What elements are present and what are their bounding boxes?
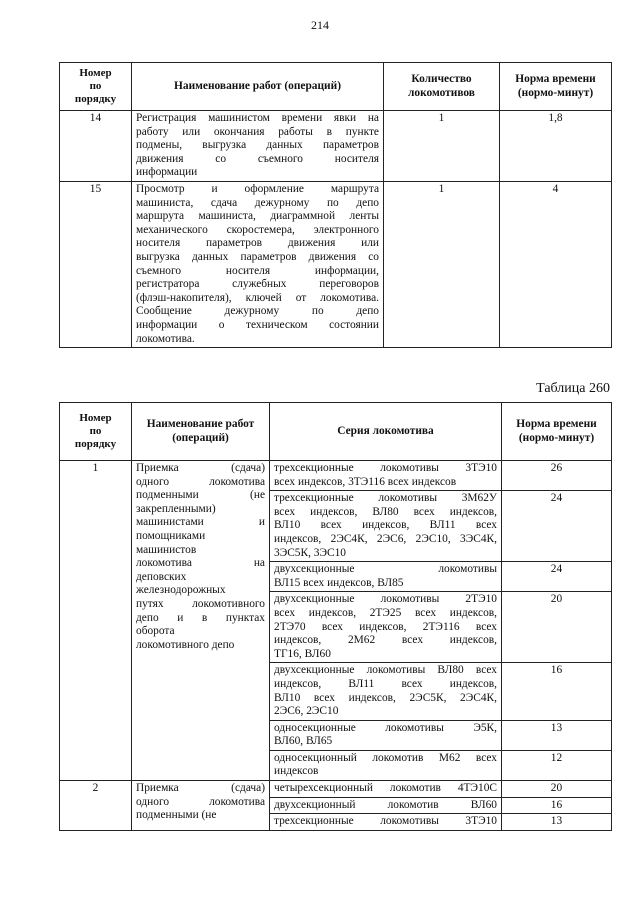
row-locomotive-series xyxy=(270,663,502,720)
text-line: Просмотр и оформление маршрута xyxy=(136,182,379,195)
row-time-norm: 4 xyxy=(500,181,612,347)
text-line: индексов, ВЛ11 всех индексов, xyxy=(274,677,497,690)
work-norms-table-continued xyxy=(59,62,612,348)
row-locomotive-series xyxy=(270,814,502,831)
header-number-line: Номер xyxy=(79,67,112,79)
table-caption: Таблица 260 xyxy=(536,381,610,396)
row-number: 2 xyxy=(60,781,132,831)
header-number-line: по xyxy=(89,425,102,437)
row-time-norm: 1,8 xyxy=(500,111,612,182)
row-locomotive-series xyxy=(270,562,502,592)
text-line: помощниками xyxy=(136,529,206,542)
header-norm-line: (нормо-минут) xyxy=(518,431,595,444)
row-time-norm: 13 xyxy=(502,814,612,831)
row-work-name xyxy=(132,781,270,831)
text-line: работу или окончания работы в пункте xyxy=(136,125,379,138)
text-line: четырехсекционный локомотив 4ТЭ10С xyxy=(274,782,497,795)
header-name-line: (операций) xyxy=(172,431,229,444)
table-row xyxy=(60,781,612,798)
text-line: односекционные локомотивы Э5К, xyxy=(274,721,497,734)
text-line: информации xyxy=(136,166,198,179)
text-line: локомотива на xyxy=(136,557,265,570)
row-time-norm: 12 xyxy=(502,750,612,780)
row-time-norm: 20 xyxy=(502,781,612,798)
row-quantity: 1 xyxy=(384,111,500,182)
text-line: съемного носителя информации, xyxy=(136,264,379,277)
row-locomotive-series xyxy=(270,720,502,750)
text-line: локомотива. xyxy=(136,332,195,345)
text-line: Приемка (сдача) xyxy=(136,782,265,795)
row-time-norm: 24 xyxy=(502,562,612,592)
header-quantity-line: Количество xyxy=(411,72,472,85)
row-work-name xyxy=(132,461,270,781)
text-line: ВЛ10 всех индексов, ВЛ11 всех xyxy=(274,519,497,532)
row-locomotive-series xyxy=(270,461,502,491)
text-line: маршрута машиниста, диаграммной ленты xyxy=(136,210,379,223)
header-number xyxy=(60,403,132,461)
text-line: односекционный локомотив М62 всех xyxy=(274,751,497,764)
text-line: машинистов xyxy=(136,543,197,556)
table-row xyxy=(60,181,612,347)
text-line: всех индексов, ВЛ80 всех индексов, xyxy=(274,505,497,518)
text-line: деповских xyxy=(136,570,187,583)
table-header-row xyxy=(60,403,612,461)
row-locomotive-series xyxy=(270,781,502,798)
table-row xyxy=(60,461,612,491)
text-line: ВЛ15 всех индексов, ВЛ85 xyxy=(274,576,404,589)
text-line: ВЛ10 всех индексов, 2ЭС5К, 2ЭС4К, xyxy=(274,691,497,704)
row-locomotive-series xyxy=(270,592,502,663)
text-line: ТГ16, ВЛ60 xyxy=(274,647,331,660)
row-time-norm: 16 xyxy=(502,663,612,720)
row-time-norm: 13 xyxy=(502,720,612,750)
header-norm-line: Норма времени xyxy=(516,417,597,430)
text-line: 3ЭС5К, 3ЭС10 xyxy=(274,546,347,559)
row-number: 1 xyxy=(60,461,132,781)
text-line: подмены, выгрузка данных параметров xyxy=(136,139,379,152)
header-time-norm xyxy=(502,403,612,461)
text-line: всех индексов, 2ТЭ25 всех индексов, xyxy=(274,606,497,619)
text-line: движения со съемного носителя xyxy=(136,152,379,165)
header-norm-line: Норма времени xyxy=(515,72,596,85)
locomotive-acceptance-table xyxy=(59,402,612,831)
text-line: Регистрация машинистом времени явки на xyxy=(136,112,379,124)
text-line: двухсекционные локомотивы 2ТЭ10 xyxy=(274,593,497,606)
text-line: путях локомотивного xyxy=(136,597,265,610)
text-line: трехсекционные локомотивы 3ТЭ10 xyxy=(274,462,497,474)
text-line: оборота xyxy=(136,625,175,638)
text-line: выгрузка данных параметров движения со xyxy=(136,250,379,263)
row-time-norm: 16 xyxy=(502,797,612,814)
header-quantity-line: локомотивов xyxy=(408,86,475,99)
header-norm-line: (нормо-минут) xyxy=(517,86,594,99)
text-line: (флэш-накопителя), ключей от локомотива. xyxy=(136,291,379,304)
header-name-line: Наименование работ xyxy=(146,417,255,430)
header-number-line: Номер xyxy=(79,412,112,424)
header-work-name: Наименование работ (операций) xyxy=(132,63,384,111)
row-time-norm: 20 xyxy=(502,592,612,663)
header-number xyxy=(60,63,132,111)
row-number: 14 xyxy=(60,111,132,182)
row-work-name xyxy=(132,181,384,347)
row-locomotive-series xyxy=(270,750,502,780)
page-number: 214 xyxy=(311,18,329,32)
text-line: индексов, 2ЭС4К, 2ЭС6, 2ЭС10, 3ЭС4К, xyxy=(274,532,497,545)
table-row xyxy=(60,111,612,182)
text-line: ВЛ60, ВЛ65 xyxy=(274,735,333,748)
row-work-name xyxy=(132,111,384,182)
header-work-name xyxy=(132,403,270,461)
text-line: двухсекционные локомотивы xyxy=(274,563,497,576)
header-number-line: порядку xyxy=(74,438,117,450)
text-line: трехсекционные локомотивы 3М62У xyxy=(274,492,497,505)
header-number-line: по xyxy=(89,80,102,92)
text-line: закрепленными) xyxy=(136,502,216,515)
header-locomotive-series: Серия локомотива xyxy=(270,403,502,461)
text-line: железнодорожных xyxy=(136,584,226,597)
text-line: носителя параметров движения или xyxy=(136,237,379,250)
text-line: трехсекционные локомотивы 3ТЭ10 xyxy=(274,815,497,828)
header-time-norm xyxy=(500,63,612,111)
text-line: индексов, 2М62 всех индексов, xyxy=(274,634,497,647)
row-time-norm: 26 xyxy=(502,461,612,491)
row-locomotive-series xyxy=(270,491,502,562)
text-line: локомотивного депо xyxy=(136,638,235,651)
text-line: индексов xyxy=(274,765,319,778)
text-line: механического скоростемера, электронного xyxy=(136,223,379,236)
header-quantity xyxy=(384,63,500,111)
text-line: двухсекционный локомотив ВЛ60 xyxy=(274,798,497,811)
text-line: подменными (не xyxy=(136,809,217,822)
row-time-norm: 24 xyxy=(502,491,612,562)
text-line: одного локомотива xyxy=(136,795,265,808)
text-line: депо и в пунктах xyxy=(136,611,265,624)
text-line: машинистами и xyxy=(136,516,265,529)
text-line: машиниста, сдача дежурному по депо xyxy=(136,196,379,209)
text-line: Приемка (сдача) xyxy=(136,462,265,474)
text-line: 2ЭС6, 2ЭС10 xyxy=(274,705,339,718)
text-line: Сообщение дежурному по депо xyxy=(136,305,379,318)
text-line: двухсекционные локомотивы ВЛ80 всех xyxy=(274,664,497,677)
row-quantity: 1 xyxy=(384,181,500,347)
table-header-row xyxy=(60,63,612,111)
text-line: 2ТЭ70 всех индексов, 2ТЭ116 всех xyxy=(274,620,497,633)
text-line: подменными (не xyxy=(136,489,265,502)
text-line: регистратора служебных переговоров xyxy=(136,278,379,291)
row-locomotive-series xyxy=(270,797,502,814)
text-line: информации о техническом состоянии xyxy=(136,318,379,331)
text-line: одного локомотива xyxy=(136,475,265,488)
row-number: 15 xyxy=(60,181,132,347)
header-number-line: порядку xyxy=(74,93,117,105)
text-line: всех индексов, 3ТЭ116 всех индексов xyxy=(274,475,457,488)
